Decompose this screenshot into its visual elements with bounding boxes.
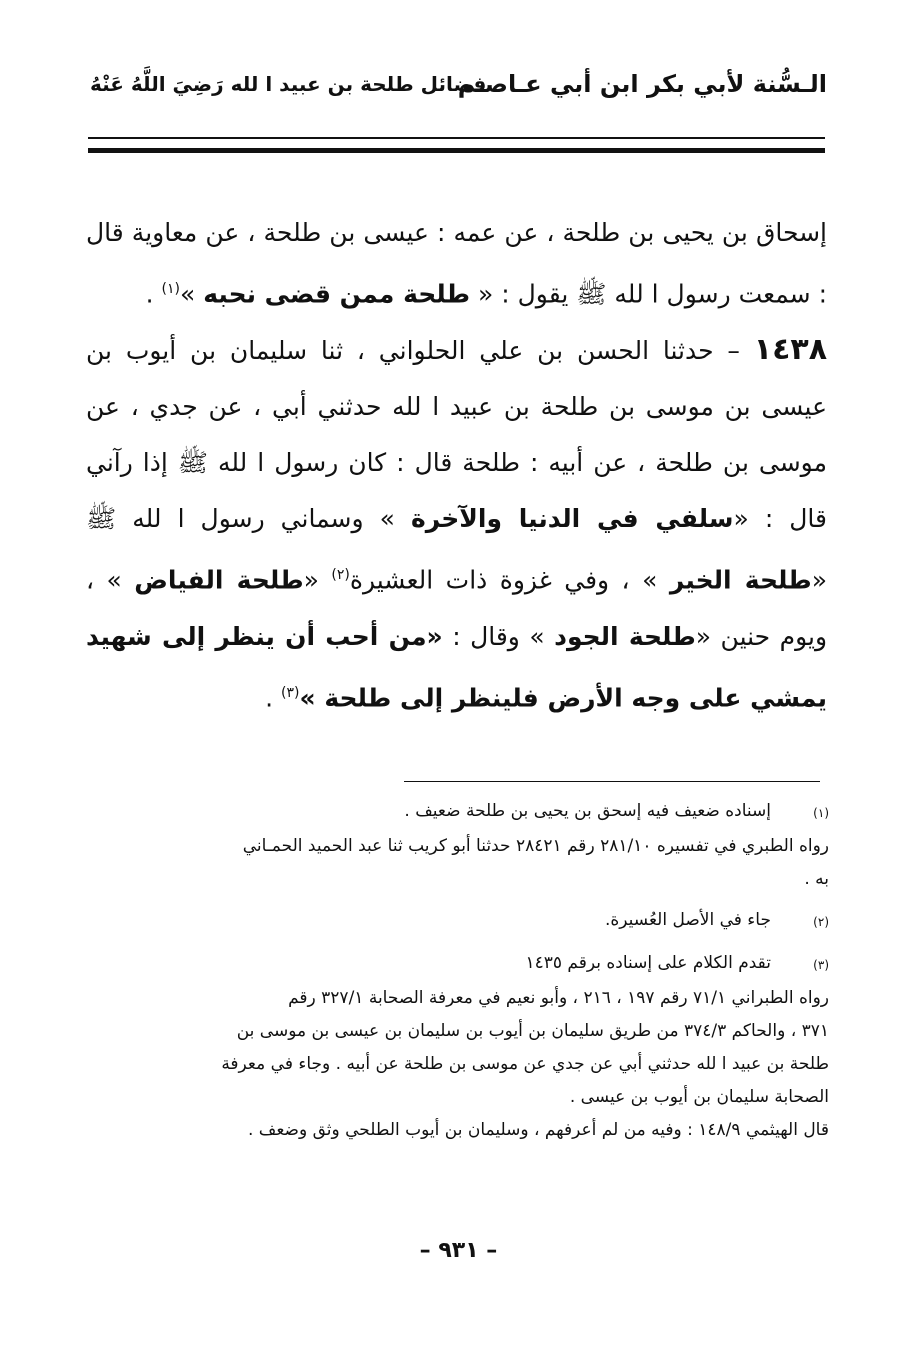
footnote-2	[86, 904, 829, 939]
hadith-text: .	[265, 682, 281, 712]
hadith-text: – حدثنا الحسن بن علي الحلواني ، ثنا سليمان بن أيوب بن عيسى بن موسى بن طلحة بن عبيد ا لله حدثني أبي ، عن جدي ، عن موسى بن طلحة ، عن أبيه : طلحة قال : كان رسول ا لله ﷺ إذا رآني قال : «	[86, 336, 828, 534]
bold-quote: طلحة الجود	[554, 621, 696, 651]
paragraph-line: إسحاق بن يحيى بن طلحة ، عن عمه : عيسى بن طلحة ، عن معاوية قال :	[86, 218, 827, 309]
hadith-text: » وقال :	[452, 621, 545, 651]
hadith-text: «	[303, 565, 319, 595]
footnote-3	[86, 947, 829, 982]
running-header	[90, 70, 827, 110]
footnote-1	[86, 795, 829, 830]
footnote-text: تقدم الكلام على إسناده برقم ١٤٣٥	[525, 953, 771, 973]
hadith-paragraph	[86, 322, 827, 726]
hadith-number: ١٤٣٨	[753, 332, 828, 368]
bold-quote: طلحة الفياض	[134, 565, 304, 595]
footnote-text: جاء في الأصل العُسيرة.	[604, 910, 771, 930]
footnotes	[86, 795, 829, 1147]
page-number: – ٩٣١ –	[419, 1238, 498, 1263]
footnote-text: قال الهيثمي ١٤٨/٩ : وفيه من لم أعرفهم ، وسليمان بن أيوب الطلحي وثق وضعف .	[247, 1120, 829, 1140]
footnote-marker: (٢)	[813, 915, 829, 929]
hadith-text: » ، ويوم حنين «	[86, 565, 828, 651]
bold-quote: طلحة ممن قضى نحبه	[203, 279, 471, 309]
footnote-text: إسناده ضعيف فيه إسحق بن يحيى بن طلحة ضعيف .	[404, 801, 771, 821]
footnote-ref-1: (١)	[161, 281, 180, 297]
footnote-ref-3: (٣)	[281, 684, 300, 701]
paragraph-text: »	[179, 279, 196, 309]
footnote-text: ٣٧١ ، والحاكم ٣٧٤/٣ من طريق سليمان بن أيوب بن سليمان بن عيسى بن موسى بن	[236, 1021, 829, 1041]
header-rule-thin	[88, 137, 825, 139]
footnote-text: به .	[804, 869, 829, 889]
footnote-text: رواه الطبراني ٧١/١ رقم ١٩٧ ، ٢١٦ ، وأبو نعيم في معرفة الصحابة ٣٢٧/١ رقم	[288, 988, 829, 1008]
paragraph-text: سمعت رسول ا لله ﷺ يقول : «	[478, 279, 811, 309]
hadith-text: » وسماني رسول ا لله ﷺ «	[86, 504, 828, 595]
footnote-marker: (٣)	[813, 958, 829, 972]
hadith-text: » ، وفي غزوة ذات العشيرة	[349, 565, 658, 595]
main-text	[86, 205, 827, 726]
footnote-text: الصحابة سليمان بن أيوب بن عيسى .	[569, 1087, 829, 1107]
header-rule-thick	[88, 148, 825, 153]
paragraph-continuation	[86, 205, 827, 322]
footnote-text: طلحة بن عبيد ا لله حدثني أبي عن جدي عن موسى بن طلحة عن أبيه . وجاء في معرفة	[221, 1054, 829, 1074]
paragraph-text: .	[145, 279, 162, 309]
footnote-marker: (١)	[813, 806, 829, 820]
footnote-separator	[404, 781, 820, 782]
bold-quote: «من أحب أن ينظر إلى شهيد يمشي على وجه الأرض فلينظر إلى طلحة »	[86, 621, 827, 712]
bold-quote: طلحة الخير	[669, 565, 812, 595]
footnote-text: رواه الطبري في تفسيره ٢٨١/١٠ رقم ٢٨٤٢١ حدثنا أبو كريب ثنا عبد الحميد الحمـاني	[242, 836, 829, 856]
chapter-title: فضائل طلحة بن عبيد ا لله رَضِيَ اللَّهُ عَنْهُ	[90, 72, 487, 96]
book-title: الـسُّنة لأبي بكر ابن أبي عـاصـم	[457, 70, 827, 98]
bold-quote: سلفي في الدنيا والآخرة	[410, 504, 734, 534]
footnote-ref-2: (٢)	[331, 567, 350, 584]
